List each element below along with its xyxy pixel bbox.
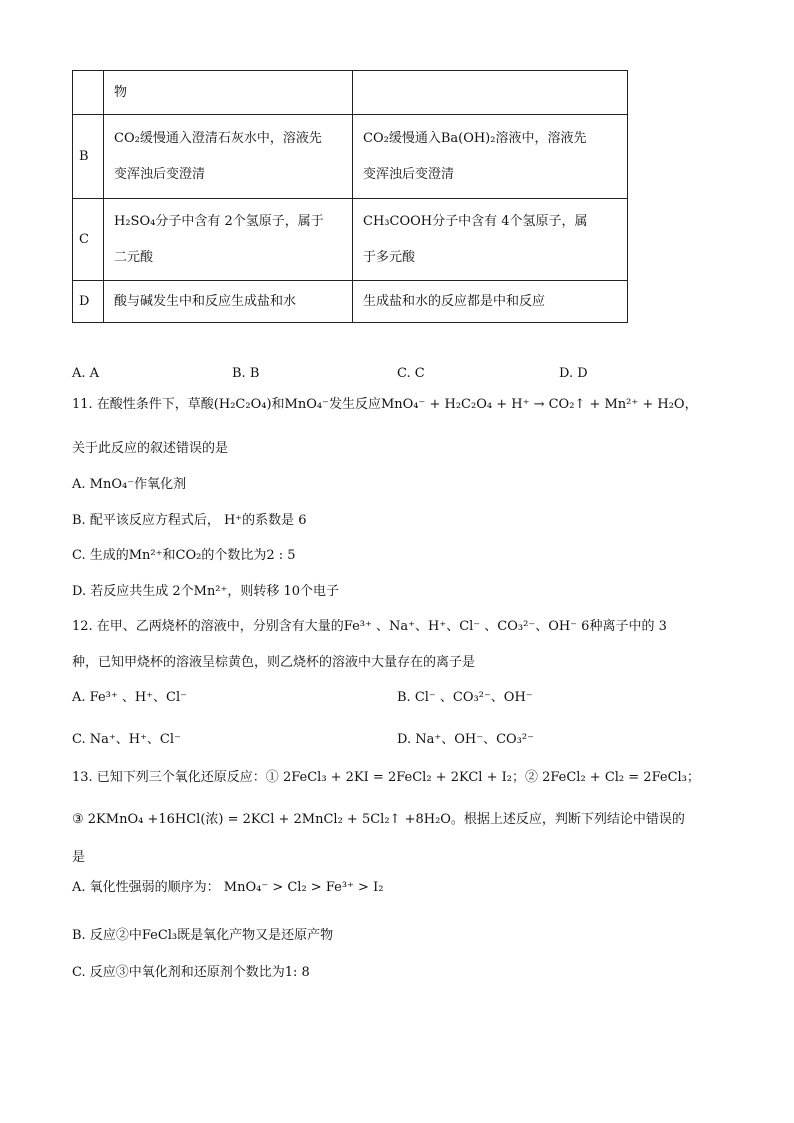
- q12-option-a[interactable]: A. Fe³⁺ 、H⁺、Cl⁻: [72, 690, 188, 705]
- q13-option-a[interactable]: A. 氧化性强弱的顺序为： MnO₄⁻ > Cl₂ > Fe³⁺ > I₂: [72, 880, 384, 895]
- row0-right: [353, 71, 628, 115]
- row0-left: 物: [104, 71, 353, 115]
- row-key-c: C: [73, 199, 104, 281]
- q13-stem-line3: 是: [72, 850, 86, 865]
- rowB-left: [104, 115, 353, 199]
- rowC-left-line1: H₂SO₄分子中含有 2个氢原子，属于: [114, 213, 324, 229]
- rowD-right: 生成盐和水的反应都是中和反应: [353, 281, 628, 323]
- q10-option-c[interactable]: C. C: [397, 366, 425, 381]
- rowD-left: 酸与碱发生中和反应生成盐和水: [104, 281, 353, 323]
- q12-option-c[interactable]: C. Na⁺、H⁺、Cl⁻: [72, 732, 181, 747]
- q12-stem-line2: 种，已知甲烧杯的溶液呈棕黄色，则乙烧杯的溶液中大量存在的离子是: [72, 655, 476, 670]
- rowB-right-line1: CO₂缓慢通入Ba(OH)₂溶液中，溶液先: [363, 130, 587, 146]
- rowB-right: [353, 115, 628, 199]
- q12-option-b[interactable]: B. Cl⁻ 、CO₃²⁻、OH⁻: [397, 690, 533, 705]
- rowB-left-line1: CO₂缓慢通入澄清石灰水中，溶液先: [114, 130, 322, 146]
- row-key-a-cont: [73, 71, 104, 115]
- q13-option-b[interactable]: B. 反应②中FeCl₃既是氧化产物又是还原产物: [72, 928, 334, 943]
- q11-option-a[interactable]: A. MnO₄⁻作氧化剂: [72, 477, 187, 492]
- rowB-right-line2: 变浑浊后变澄清: [363, 166, 455, 182]
- q13-option-c[interactable]: C. 反应③中氧化剂和还原剂个数比为1: 8: [72, 965, 310, 980]
- q12-stem-line1: 12. 在甲、乙两烧杯的溶液中，分别含有大量的Fe³⁺ 、Na⁺、H⁺、Cl⁻ 、CO₃²⁻、OH⁻ 6种离子中的 3: [72, 619, 667, 634]
- q11-option-d[interactable]: D. 若反应共生成 2个Mn²⁺，则转移 10个电子: [72, 584, 340, 599]
- q10-option-b[interactable]: B. B: [232, 366, 260, 381]
- q13-stem-line2: ③ 2KMnO₄ +16HCl(浓) = 2KCl + 2MnCl₂ + 5Cl₂↑ +8H₂O。根据上述反应，判断下列结论中错误的: [72, 812, 685, 827]
- rowC-right: [353, 199, 628, 281]
- q11-option-b[interactable]: B. 配平该反应方程式后， H⁺的系数是 6: [72, 513, 307, 528]
- q11-option-c[interactable]: C. 生成的Mn²⁺和CO₂的个数比为2 : 5: [72, 548, 296, 563]
- row-key-b: B: [73, 115, 104, 199]
- rowC-left: [104, 199, 353, 281]
- rowC-left-line2: 二元酸: [114, 249, 154, 265]
- q13-stem-line1: 13. 已知下列三个氧化还原反应：① 2FeCl₃ + 2KI = 2FeCl₂ + 2KCl + I₂；② 2FeCl₂ + Cl₂ = 2FeCl₃；: [72, 770, 700, 785]
- options-table: [72, 70, 628, 323]
- row-key-d: D: [73, 281, 104, 323]
- q11-stem-line1: 11. 在酸性条件下，草酸(H₂C₂O₄)和MnO₄⁻发生反应MnO₄⁻ + H₂C₂O₄ + H⁺ → CO₂↑ + Mn²⁺ + H₂O，: [72, 397, 698, 412]
- rowC-right-line2: 于多元酸: [363, 249, 416, 265]
- rowC-right-line1: CH₃COOH分子中含有 4个氢原子，属: [363, 213, 588, 229]
- q12-option-d[interactable]: D. Na⁺、OH⁻、CO₃²⁻: [397, 732, 534, 747]
- q11-stem-line2: 关于此反应的叙述错误的是: [72, 441, 229, 456]
- rowB-left-line2: 变浑浊后变澄清: [114, 166, 206, 182]
- q10-option-a[interactable]: A. A: [72, 366, 100, 381]
- q10-option-d[interactable]: D. D: [559, 366, 588, 381]
